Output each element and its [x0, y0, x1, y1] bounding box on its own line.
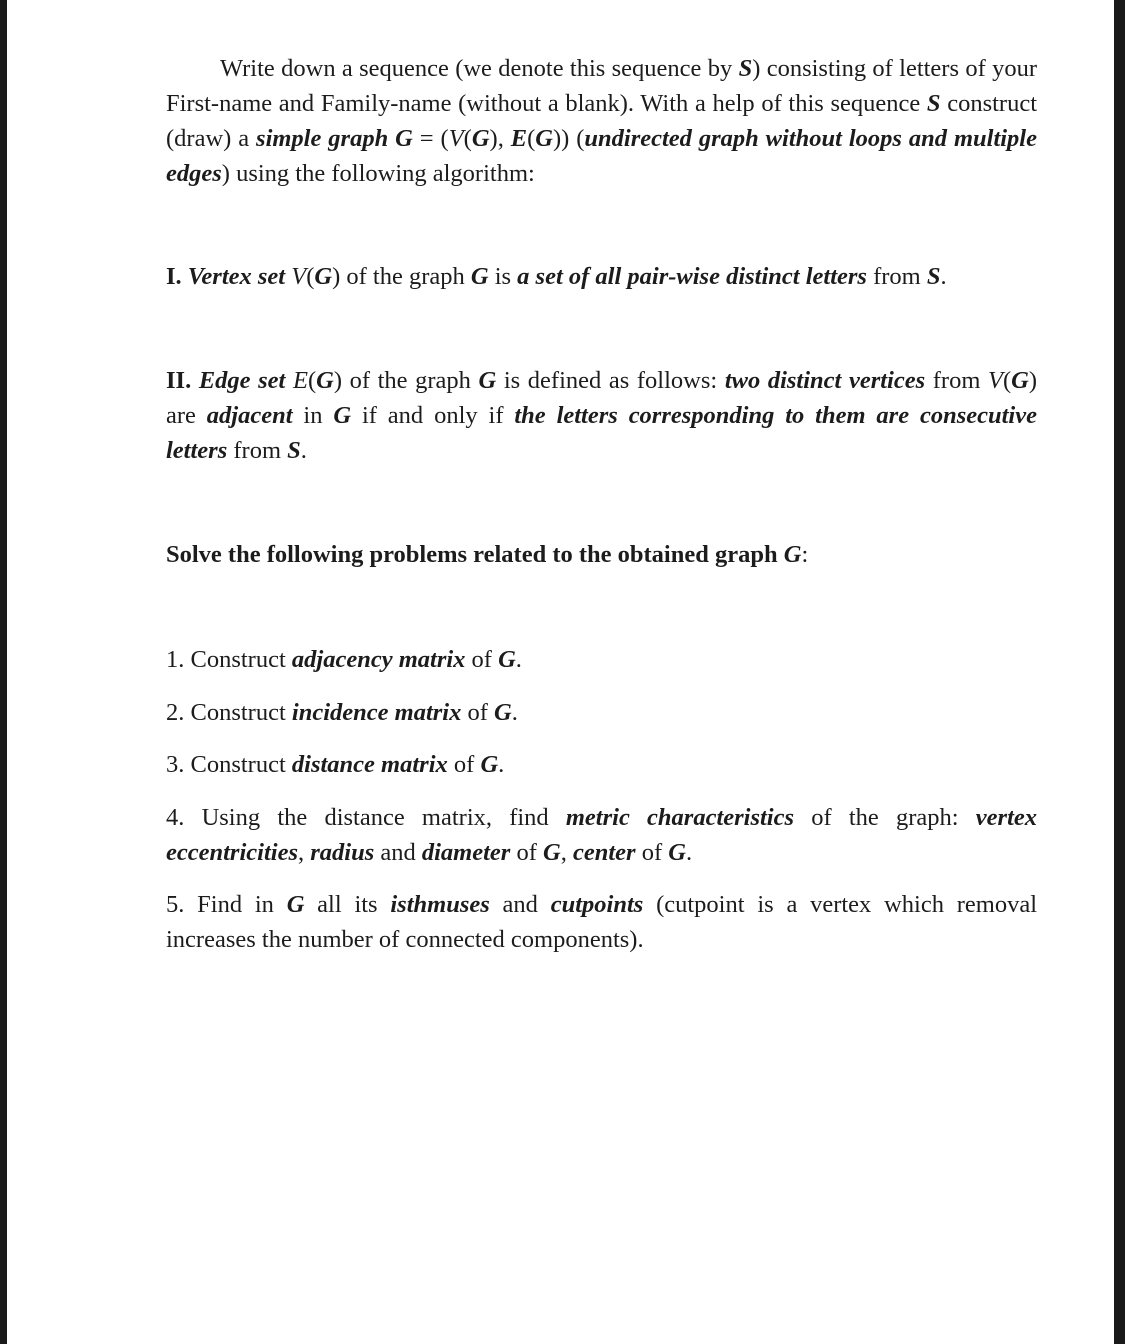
document-page	[166, 51, 1037, 957]
term-simple-graph: simple graph	[256, 125, 389, 152]
edge-set-section: II. Edge set E(G) of the graph G is defined as follows: two distinct vertices from V(G) are adjacent in G if and only if the letters corresponding to them are consecutive letters from S.	[166, 367, 1037, 464]
intro-paragraph: Write down a sequence (we denote this sequence by S) consisting of letters of your First-name and Family-name (without a blank). With a help of this sequence S construct (draw) a simple graph G = (V(G), E(G)) (undirected graph without loops and multiple edges) using the following algorithm:	[166, 55, 1037, 187]
vertex-set-definition: a set of all pair-wise distinct letters	[517, 263, 867, 290]
edge-condition: the letters corresponding to them are consecutive letters	[166, 402, 1037, 464]
right-border	[1114, 0, 1125, 1344]
left-border	[0, 0, 7, 1344]
problem-item: 4. Using the distance matrix, find metric characteristics of the graph: vertex eccentricities, radius and diameter of G, center of G.	[166, 804, 1037, 866]
problem-item: 3. Construct distance matrix of G.	[166, 751, 505, 778]
solve-heading: Solve the following problems related to the obtained graph G:	[166, 541, 809, 568]
edge-set-title: Edge set	[198, 367, 286, 394]
problem-item: 5. Find in G all its isthmuses and cutpoints (cutpoint is a vertex which removal increases the number of connected components).	[166, 891, 1038, 953]
problem-item: 1. Construct adjacency matrix of G.	[166, 646, 522, 673]
vertex-set-section: I. Vertex set V(G) of the graph G is a set of all pair-wise distinct letters from S.	[166, 263, 947, 290]
vertex-set-title: Vertex set	[187, 263, 286, 290]
term-undirected: undirected graph without loops and multiple edges	[166, 125, 1037, 187]
problem-item: 2. Construct incidence matrix of G.	[166, 699, 518, 726]
